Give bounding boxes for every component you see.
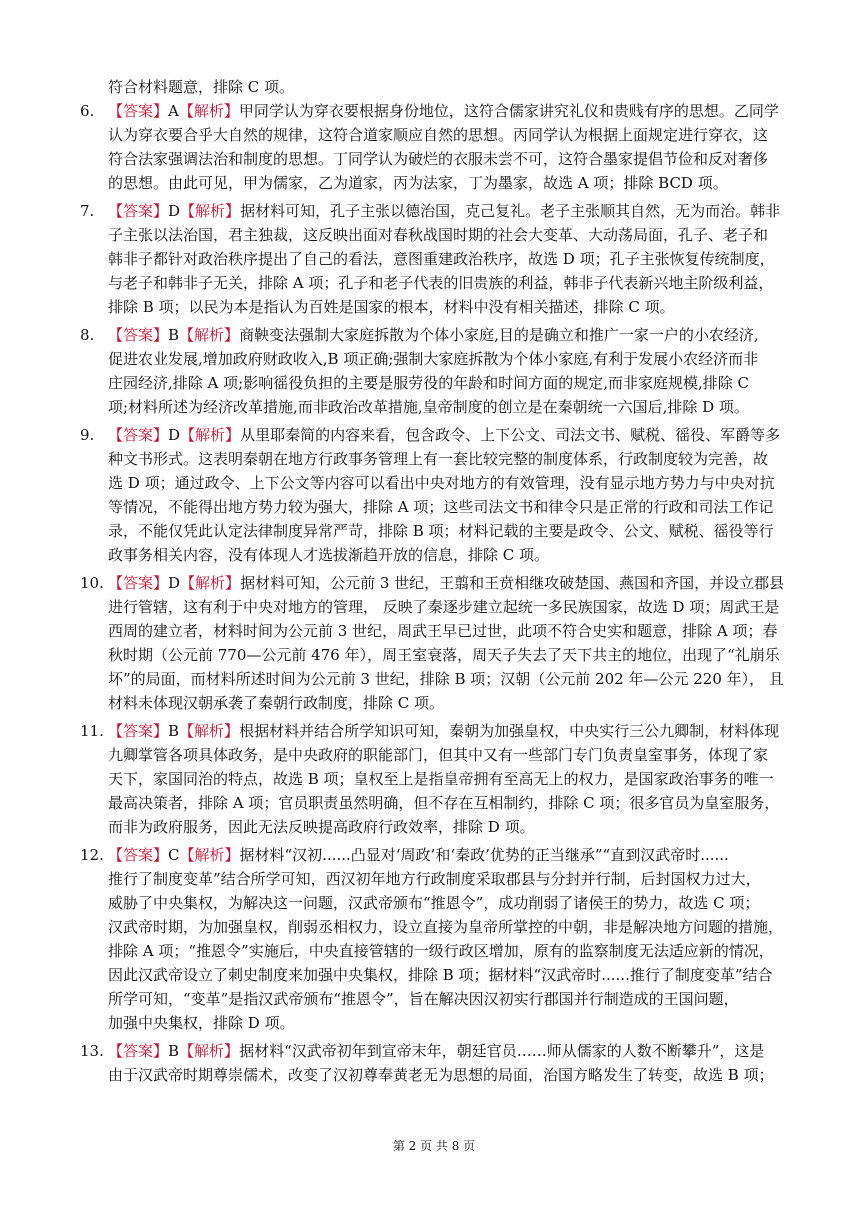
page-footer: 第 2 页 共 8 页 [392,1139,476,1153]
item-number: 11. [80,722,104,740]
item-line: 加强中央集权，排除 D 项。 [108,1014,295,1032]
analysis-label: 【解析】 [178,102,239,120]
item-line: 韩非子都针对政治秩序提出了自己的看法，意图重建政治秩序，故选 D 项；孔子主张恢复传统制度， [108,250,775,268]
item-line: 最高决策者，排除 A 项；官员职责虽然明确，但不存在互相制约，排除 C 项；很多官员为皇室服务， [108,794,780,812]
item-line: 与老子和韩非子无关，排除 A 项；孔子和老子代表的旧贵族的利益，韩非子代表新兴地主阶级利益， [108,274,774,292]
analysis-text: 从里耶秦简的内容来看，包含政令、上下公文、司法文书、赋税、徭役、军爵等多 [240,426,781,444]
item-line: 秋时期（公元前 770—公元前 476 年），周王室衰落，周天子失去了天下共主的地位，出现了“礼崩乐 [108,646,780,664]
item-line: 政事务相关内容，没有体现人才选拔渐趋开放的信息，排除 C 项。 [108,546,550,564]
item-number: 10. [80,574,104,592]
analysis-text: 据材料“汉初......凸显对‘周政’和‘秦政’优势的正当继承”“直到汉武帝时...... [239,846,729,864]
item-line [108,571,798,595]
answer-label: 【答案】 [108,426,169,444]
item-line: 录，不能仅凭此认定法律制度异常严苛，排除 B 项；材料记载的主要是政令、公文、赋税、徭役等行 [108,522,774,540]
answer-label: 【答案】 [108,1042,169,1060]
item-line: 庄园经济,排除 A 项;影响徭役负担的主要是服劳役的年龄和时间方面的规定,而非家庭规模,排除 C [108,374,749,392]
analysis-text: 据材料“汉武帝初年到宣帝末年，朝廷官员……师从儒家的人数不断攀升”，这是 [239,1042,765,1060]
item-line [108,323,798,347]
item-number: 12. [80,846,104,864]
answer-label: 【答案】 [108,326,169,344]
analysis-text: 据材料可知，孔子主张以德治国，克己复礼。老子主张顺其自然，无为而治。韩非 [240,202,781,220]
item-line: 项;材料所述为经济改革措施,而非政治改革措施,皇帝制度的创立是在秦朝统一六国后,排除 D 项。 [108,398,749,416]
item-line [108,99,798,123]
item-line: 威胁了中央集权，为解决这一问题，汉武帝颁布“推恩令”，成功削弱了诸侯王的势力，故选 C 项； [108,894,760,912]
analysis-label: 【解析】 [179,1042,240,1060]
item-line: 西周的建立者，材料时间为公元前 3 世纪，周武王早已过世，此项不符合史实和题意，排除 A 项；春 [108,622,778,640]
analysis-text: 商鞅变法强制大家庭拆散为个体小家庭,目的是确立和推广一家一户的小农经济, [239,326,759,344]
item-line: 的思想。由此可见，甲为儒家，乙为道家，丙为法家，丁为墨家，故选 A 项；排除 BCD 项。 [108,174,728,192]
item-number: 8. [80,326,95,344]
answer-label: 【答案】 [108,202,169,220]
intro-line: 符合材料题意，排除 C 项。 [108,78,295,96]
analysis-text: 根据材料并结合所学知识可知，秦朝为加强皇权，中央实行三公九卿制，材料体现 [239,722,780,740]
answer-value: B [168,1042,180,1060]
answer-value: C [168,846,180,864]
answer-label: 【答案】 [108,102,169,120]
answer-value: B [168,722,180,740]
item-line: 材料未体现汉朝承袭了秦朝行政制度，排除 C 项。 [108,694,445,712]
item-line: 所学可知，“变革”是指汉武帝颁布“推恩令”，旨在解决因汉初实行郡国并行制造成的王国问题， [108,990,739,1008]
item-line: 促进农业发展,增加政府财政收入,B 项正确;强制大家庭拆散为个体小家庭,有利于发展小农经济而非 [108,350,759,368]
item-line: 推行了制度变革”结合所学可知，西汉初年地方行政制度采取郡县与分封并行制，后封国权力过大， [108,870,761,888]
item-line: 种文书形式。这表明秦朝在地方行政事务管理上有一套比较完整的制度体系，行政制度较为完善，故 [108,450,769,468]
item-line [108,843,798,867]
answer-value: D [168,426,181,444]
item-line: 子主张以法治国，君主独裁，这反映出面对春秋战国时期的社会大变革、大动荡局面，孔子、老子和 [108,226,769,244]
analysis-text: 甲同学认为穿衣要根据身份地位，这符合儒家讲究礼仪和贵贱有序的思想。乙同学 [238,102,779,120]
analysis-label: 【解析】 [180,574,241,592]
item-number: 13. [80,1042,104,1060]
item-line [108,719,798,743]
analysis-label: 【解析】 [179,846,240,864]
item-line: 天下，家国同治的特点，故选 B 项；皇权至上是指皇帝拥有至高无上的权力，是国家政治事务的唯一 [108,770,774,788]
answer-label: 【答案】 [108,574,169,592]
answer-label: 【答案】 [108,722,169,740]
item-line [108,1039,798,1063]
item-line: 排除 B 项；以民为本是指认为百姓是国家的根本，材料中没有相关描述，排除 C 项。 [108,298,675,316]
analysis-text: 据材料可知，公元前 3 世纪，王翦和王贲相继攻破楚国、燕国和齐国，并设立郡县 [240,574,785,592]
item-line: 九卿掌管各项具体政务，是中央政府的职能部门，但其中又有一些部门专门负责皇室事务，体现了家 [108,746,769,764]
item-number: 6. [80,102,95,120]
analysis-label: 【解析】 [180,426,241,444]
item-line: 进行管辖，这有利于中央对地方的管理， 反映了秦逐步建立起统一多民族国家，故选 D 项；周武王是 [108,598,780,616]
item-line [108,199,798,223]
item-line: 坏”的局面，而材料所述时间为公元前 3 世纪，排除 B 项；汉朝（公元前 202 年—公元 220 年）， 且 [108,670,784,688]
answer-label: 【答案】 [108,846,169,864]
analysis-label: 【解析】 [179,722,240,740]
answer-value: B [168,326,180,344]
item-line: 认为穿衣要合乎大自然的规律，这符合道家顺应自然的思想。丙同学认为根据上面规定进行穿衣，这 [108,126,769,144]
answer-value: D [168,202,181,220]
item-line: 因此汉武帝设立了刺史制度来加强中央集权，排除 B 项；据材料“汉武帝时......推行了制度变革”结合 [108,966,773,984]
answer-value: A [168,102,179,120]
item-line: 符合法家强调法治和制度的思想。丁同学认为破烂的衣服未尝不可，这符合墨家提倡节俭和反对奢侈 [108,150,769,168]
item-line: 选 D 项；通过政令、上下公文等内容可以看出中央对地方的有效管理，没有显示地方势力与中央对抗 [108,474,775,492]
analysis-label: 【解析】 [180,202,241,220]
item-line: 等情况，不能得出地方势力较为强大，排除 A 项；这些司法文书和律令只是正常的行政和司法工作记 [108,498,774,516]
item-line [108,423,798,447]
item-line: 汉武帝时期，为加强皇权，削弱丞相权力，设立直接为皇帝所掌控的中朝，非是解决地方问题的措施， [108,918,784,936]
item-number: 7. [80,202,95,220]
item-line: 而非为政府服务，因此无法反映提高政府行政效率，排除 D 项。 [108,818,535,836]
item-line: 排除 A 项；“推恩令”实施后，中央直接管辖的一级行政区增加，原有的监察制度无法适应新的情况， [108,942,774,960]
answer-value: D [168,574,181,592]
item-line: 由于汉武帝时期尊崇儒术，改变了汉初尊奉黄老无为思想的局面，治国方略发生了转变，故选 B 项； [108,1066,774,1084]
analysis-label: 【解析】 [179,326,240,344]
item-number: 9. [80,426,95,444]
